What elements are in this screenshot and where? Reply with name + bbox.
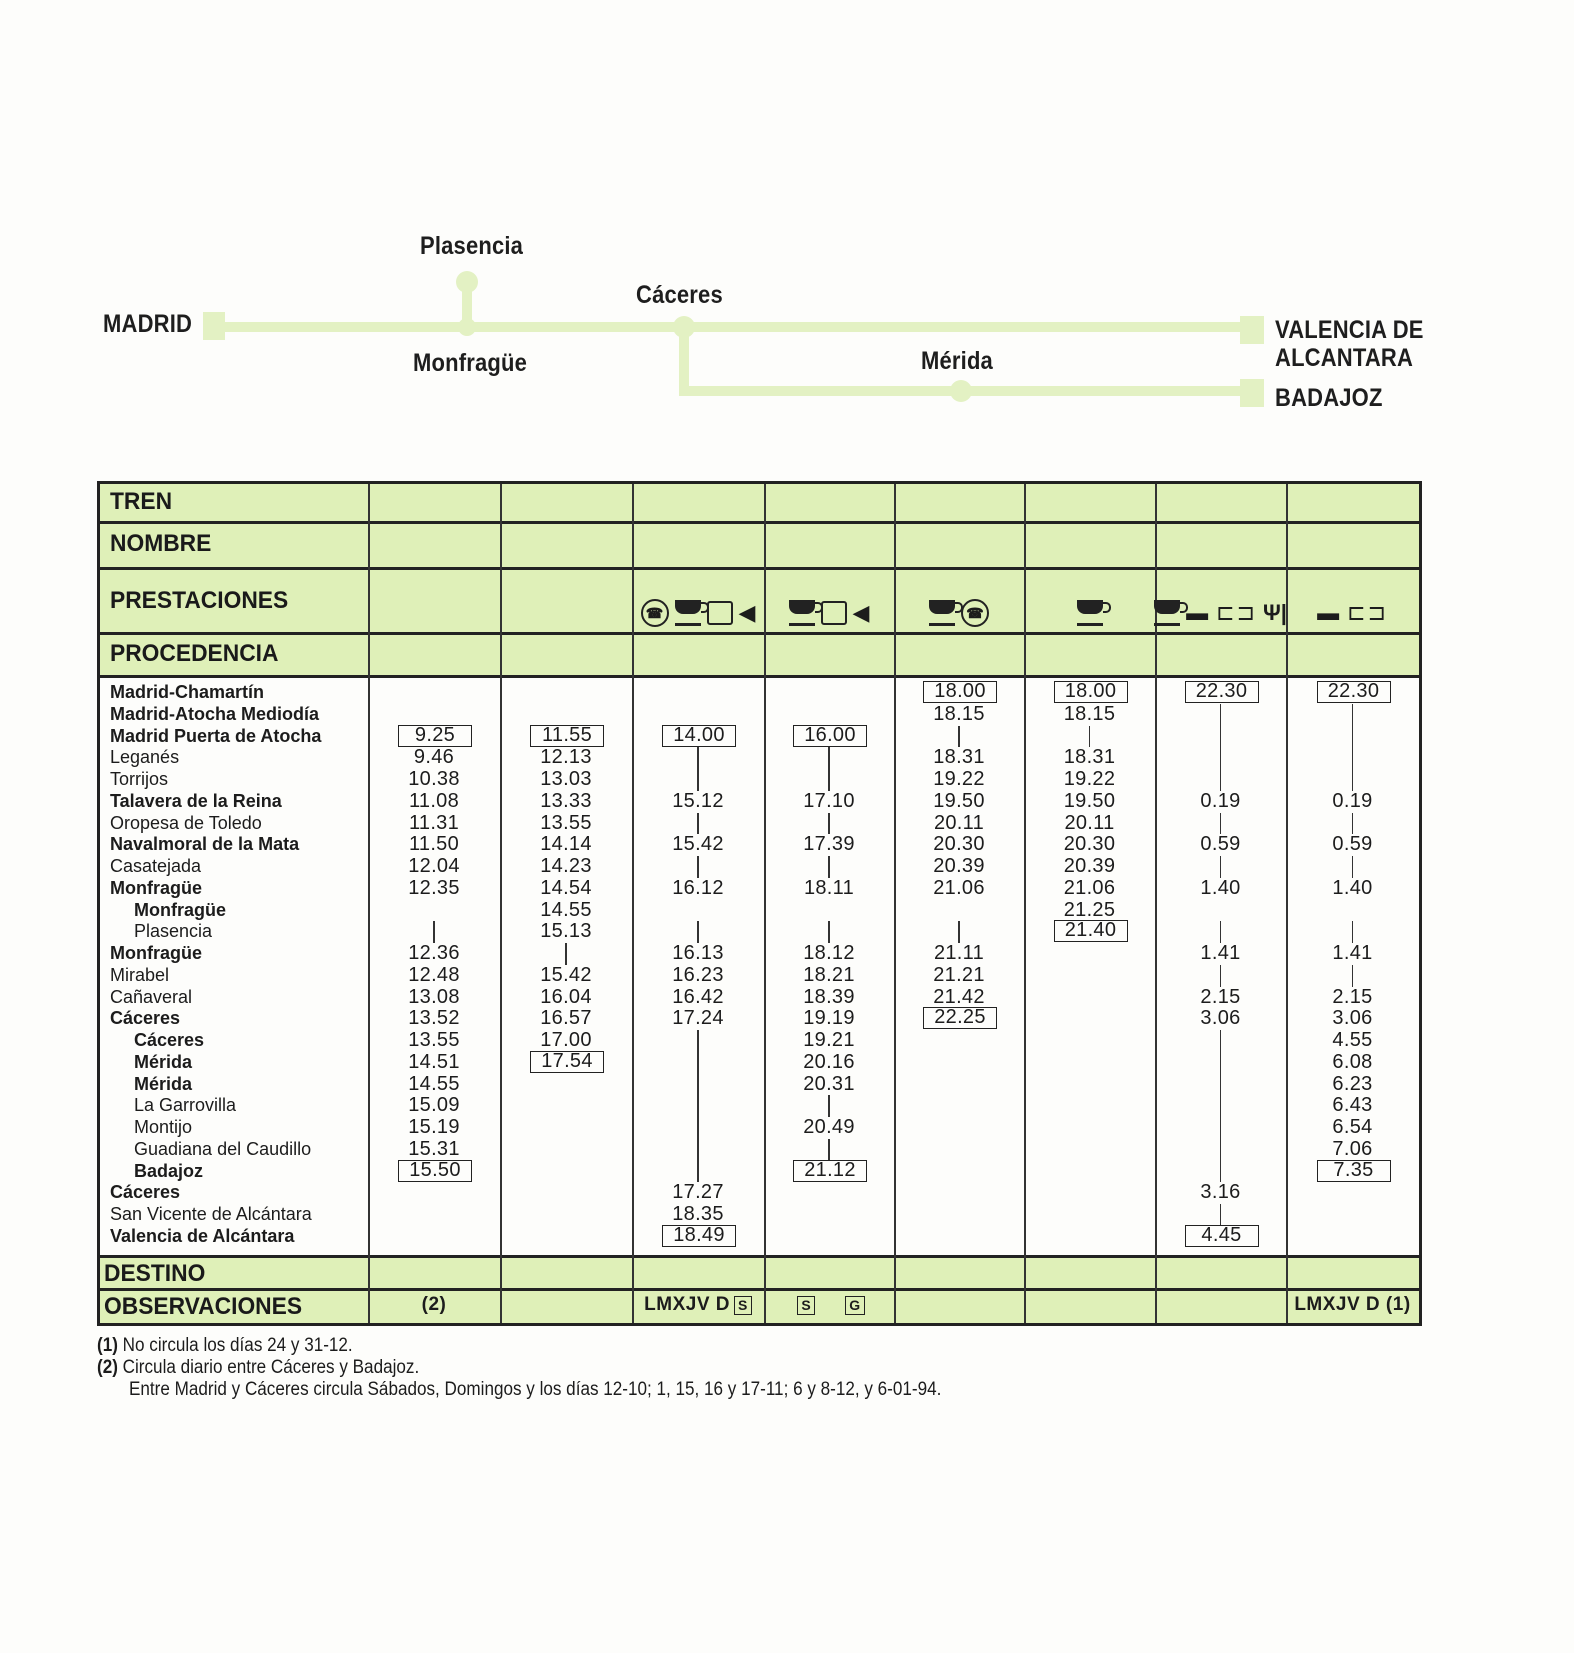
station-name: Plasencia <box>134 921 213 942</box>
time-cell: 19.50 <box>933 789 985 812</box>
time-cell: 1.41 <box>1332 942 1373 964</box>
station-name: Talavera de la Reina <box>110 790 282 811</box>
time-continuation <box>433 921 435 943</box>
station-name: Leganés <box>110 747 180 768</box>
footnote-2-mark: (2) <box>97 1357 118 1378</box>
time-cell: 16.04 <box>540 985 592 1008</box>
time-cell: 3.16 <box>1200 1181 1241 1204</box>
time-cell: 14.00 <box>662 725 736 747</box>
time-cell: 22.30 <box>1185 681 1259 703</box>
time-cell: 21.12 <box>793 1160 867 1182</box>
audio-icon: ◀ <box>738 600 756 625</box>
time-cell: 21.25 <box>1063 898 1116 921</box>
time-cell: 17.39 <box>803 833 855 856</box>
map-madrid: MADRID <box>103 310 193 338</box>
time-continuation <box>1352 813 1354 835</box>
time-continuation <box>697 1139 699 1161</box>
time-continuation <box>1220 1139 1222 1161</box>
time-cell: 21.40 <box>1054 920 1128 942</box>
obs-symbol-box: S <box>797 1296 815 1315</box>
station-name: Cáceres <box>110 1008 181 1029</box>
time-cell: 18.12 <box>803 942 855 964</box>
station-name: Cáceres <box>134 1030 205 1050</box>
time-cell: 18.21 <box>803 963 855 986</box>
time-continuation <box>828 1139 830 1161</box>
time-continuation <box>828 1095 830 1117</box>
time-cell: 14.14 <box>540 833 592 856</box>
time-cell: 13.03 <box>540 768 592 790</box>
time-cell: 21.21 <box>933 963 985 986</box>
time-continuation <box>1352 704 1354 726</box>
cafeteria-icon <box>789 600 815 626</box>
col-icons <box>1286 598 1419 628</box>
time-cell: 19.19 <box>803 1007 855 1030</box>
label-observaciones: OBSERVACIONES <box>104 1293 303 1320</box>
station-name: Monfragüe <box>110 877 202 898</box>
col-icons <box>1024 598 1155 628</box>
col-icons <box>632 598 764 628</box>
station-name: Madrid-Atocha Mediodía <box>110 703 320 724</box>
time-cell: 16.57 <box>540 1007 592 1030</box>
time-cell: 9.25 <box>398 725 472 747</box>
station-name: Navalmoral de la Mata <box>110 834 300 855</box>
time-cell: 6.43 <box>1332 1094 1373 1117</box>
time-cell: 0.19 <box>1200 789 1241 812</box>
time-cell: 12.36 <box>408 942 460 964</box>
time-cell: 11.08 <box>408 789 460 812</box>
time-cell: 0.19 <box>1332 789 1373 812</box>
station-name: Torrijos <box>110 769 169 789</box>
time-continuation <box>1220 704 1222 726</box>
station-name: Monfragüe <box>134 899 226 920</box>
time-cell: 1.40 <box>1200 876 1241 899</box>
time-cell: 20.11 <box>1064 811 1115 834</box>
station-name: Monfragüe <box>110 943 202 963</box>
obs-symbol-box: S <box>734 1296 752 1315</box>
restaurant-icon: Ψ| <box>1262 600 1287 625</box>
time-cell: 15.09 <box>408 1094 460 1117</box>
time-cell: 18.00 <box>923 681 997 703</box>
time-cell: 2.15 <box>1200 985 1241 1008</box>
time-cell: 0.59 <box>1200 833 1241 856</box>
plasencia-node <box>456 271 478 293</box>
time-continuation <box>1220 921 1222 943</box>
time-cell: 16.12 <box>672 876 724 899</box>
time-cell: 19.22 <box>933 768 985 790</box>
time-cell: 13.55 <box>408 1029 460 1051</box>
time-cell: 13.55 <box>540 811 592 834</box>
time-continuation <box>1220 726 1222 748</box>
time-continuation <box>828 769 830 791</box>
time-cell: 11.55 <box>530 725 604 747</box>
time-cell: 20.31 <box>803 1072 855 1095</box>
time-cell: 18.15 <box>1063 702 1116 725</box>
time-continuation <box>828 856 830 878</box>
obs-symbol-box: G <box>845 1296 864 1315</box>
label-procedencia: PROCEDENCIA <box>110 640 279 667</box>
time-cell: 4.45 <box>1185 1225 1259 1247</box>
time-continuation <box>697 747 699 769</box>
rule <box>100 567 1419 570</box>
label-prestaciones: PRESTACIONES <box>110 587 289 614</box>
time-continuation <box>1220 1204 1222 1226</box>
station-name: Oropesa de Toledo <box>110 812 262 833</box>
label-tren: TREN <box>110 488 173 515</box>
time-cell: 17.24 <box>672 1007 724 1030</box>
time-cell: 7.06 <box>1332 1137 1373 1160</box>
sleeper-icon: ⊏⊐ <box>1216 600 1257 625</box>
time-cell: 22.25 <box>923 1007 997 1029</box>
time-cell: 21.42 <box>933 985 985 1008</box>
time-cell: 12.13 <box>540 746 592 769</box>
time-cell: 15.50 <box>398 1160 472 1182</box>
footnote-2-detail: Entre Madrid y Cáceres circula Sábados, Domingos y los días 12-10; 1, 15, 16 y 17-11; 6 y 8-12, y 6-01-94. <box>129 1379 942 1400</box>
station-name: Mirabel <box>110 964 170 985</box>
time-cell: 18.39 <box>803 985 855 1008</box>
station-name: Madrid Puerta de Atocha <box>110 725 322 746</box>
time-cell: 16.00 <box>793 725 867 747</box>
time-continuation <box>697 1030 699 1052</box>
time-cell: 20.30 <box>1063 833 1116 856</box>
time-cell: 17.54 <box>530 1051 604 1073</box>
station-name: Mérida <box>134 1073 193 1094</box>
time-cell: 19.50 <box>1063 789 1116 812</box>
time-continuation <box>1220 813 1222 835</box>
audio-icon: ◀ <box>852 600 870 625</box>
col-observaciones <box>368 1294 500 1316</box>
time-continuation <box>1352 921 1354 943</box>
time-cell: 3.06 <box>1332 1007 1373 1030</box>
time-cell: 16.13 <box>672 942 724 964</box>
video-icon <box>707 601 733 625</box>
time-cell: 14.23 <box>540 855 592 877</box>
station-name: Madrid-Chamartín <box>110 682 265 702</box>
time-continuation <box>697 921 699 943</box>
footnote-1 <box>97 1335 353 1357</box>
time-cell: 16.23 <box>672 963 724 986</box>
map-valencia-2: ALCANTARA <box>1275 344 1414 372</box>
time-cell: 19.21 <box>803 1029 855 1051</box>
obs-text: (2) <box>421 1294 447 1315</box>
station-name: Montijo <box>134 1117 193 1137</box>
time-cell: 21.06 <box>933 876 985 899</box>
time-continuation <box>1352 856 1354 878</box>
time-continuation <box>1220 1052 1222 1074</box>
station-name: Casatejada <box>110 856 202 876</box>
time-cell: 17.27 <box>672 1181 724 1204</box>
footnote-2 <box>97 1357 419 1379</box>
time-cell: 18.31 <box>1063 746 1116 769</box>
route-map <box>0 0 1574 440</box>
time-continuation <box>1220 747 1222 769</box>
merida-node <box>950 380 972 402</box>
footnote-1-text: No circula los días 24 y 31-12. <box>122 1335 353 1356</box>
footnote-1-mark: (1) <box>97 1335 118 1356</box>
time-cell: 18.35 <box>672 1203 724 1225</box>
time-cell: 11.31 <box>408 811 460 834</box>
time-cell: 14.51 <box>408 1050 460 1073</box>
time-continuation <box>828 747 830 769</box>
time-continuation <box>1220 1095 1222 1117</box>
station-name: Badajoz <box>134 1160 204 1181</box>
time-continuation <box>958 921 960 943</box>
time-cell: 20.39 <box>933 855 985 877</box>
monfrague-node <box>458 318 476 336</box>
col-icons <box>894 598 1024 628</box>
time-cell: 2.15 <box>1332 985 1373 1008</box>
cafeteria-icon <box>929 600 955 626</box>
time-continuation <box>697 813 699 835</box>
station-name: Valencia de Alcántara <box>110 1225 295 1246</box>
time-cell: 18.31 <box>933 746 985 769</box>
phone-icon: ☎ <box>641 599 669 627</box>
time-cell: 12.48 <box>408 963 460 986</box>
time-cell: 20.30 <box>933 833 985 856</box>
time-cell: 7.35 <box>1317 1160 1391 1182</box>
time-continuation <box>565 943 567 965</box>
time-cell: 0.59 <box>1332 833 1373 856</box>
time-cell: 15.31 <box>408 1137 460 1160</box>
time-continuation <box>1220 1117 1222 1139</box>
route-lines <box>0 0 1574 440</box>
time-cell: 19.22 <box>1063 768 1116 790</box>
time-cell: 10.38 <box>408 768 460 790</box>
phone-icon: ☎ <box>961 599 989 627</box>
time-cell: 15.42 <box>540 963 592 986</box>
valencia-terminal <box>1240 316 1264 344</box>
time-continuation <box>1220 1074 1222 1096</box>
time-cell: 16.42 <box>672 985 724 1008</box>
time-cell: 12.04 <box>408 855 460 877</box>
time-cell: 17.00 <box>540 1029 592 1051</box>
label-destino: DESTINO <box>104 1260 206 1287</box>
time-cell: 3.06 <box>1200 1007 1241 1030</box>
time-cell: 6.23 <box>1332 1072 1373 1095</box>
time-cell: 18.11 <box>803 876 855 899</box>
time-continuation <box>1220 965 1222 987</box>
time-cell: 15.12 <box>672 789 724 812</box>
time-cell: 17.10 <box>803 789 855 812</box>
time-cell: 15.42 <box>672 833 724 856</box>
couchette-icon: ▬ <box>1317 600 1342 625</box>
time-continuation <box>1220 1161 1222 1183</box>
time-cell: 20.49 <box>803 1116 855 1138</box>
header-band <box>100 484 1419 678</box>
col-observaciones <box>632 1294 764 1316</box>
time-continuation <box>1220 856 1222 878</box>
time-cell: 12.35 <box>408 876 460 899</box>
map-merida: Mérida <box>921 347 993 375</box>
col-rule <box>368 484 370 1323</box>
time-continuation <box>697 856 699 878</box>
time-cell: 18.00 <box>1054 681 1128 703</box>
sleeper-icon: ⊏⊐ <box>1347 600 1388 625</box>
station-name: Cáceres <box>110 1182 181 1203</box>
time-continuation <box>697 1161 699 1183</box>
main-line <box>220 322 1248 332</box>
time-continuation <box>1220 1030 1222 1052</box>
time-cell: 20.11 <box>933 811 985 834</box>
map-caceres: Cáceres <box>636 281 723 309</box>
time-cell: 18.15 <box>933 702 985 725</box>
cafeteria-icon <box>675 600 701 626</box>
cafeteria-icon <box>1077 600 1103 626</box>
map-monfrague: Monfragüe <box>413 349 528 377</box>
map-plasencia: Plasencia <box>420 232 524 260</box>
time-continuation <box>1220 769 1222 791</box>
rule <box>100 675 1419 678</box>
time-cell: 11.50 <box>408 833 460 856</box>
time-cell: 15.13 <box>540 920 592 943</box>
map-badajoz: BADAJOZ <box>1275 384 1383 412</box>
time-cell: 14.54 <box>540 876 592 899</box>
time-cell: 6.54 <box>1332 1116 1373 1138</box>
time-cell: 13.33 <box>540 789 592 812</box>
rule <box>100 521 1419 524</box>
time-continuation <box>697 1052 699 1074</box>
time-cell: 14.55 <box>540 898 592 921</box>
badajoz-terminal <box>1240 379 1264 407</box>
time-continuation <box>697 1095 699 1117</box>
obs-text: LMXJV D (1) <box>1294 1294 1411 1315</box>
time-continuation <box>828 921 830 943</box>
couchette-icon: ▬ <box>1186 600 1211 625</box>
time-cell: 21.11 <box>933 942 985 964</box>
label-nombre: NOMBRE <box>110 530 212 557</box>
obs-text: LMXJV D <box>644 1294 730 1315</box>
station-name: Mérida <box>134 1051 193 1072</box>
time-continuation <box>697 1117 699 1139</box>
rule <box>100 1288 1419 1291</box>
time-continuation <box>1352 965 1354 987</box>
time-continuation <box>697 1074 699 1096</box>
time-cell: 20.39 <box>1063 855 1116 877</box>
col-icons <box>1155 598 1286 628</box>
timetable <box>97 481 1422 1326</box>
time-cell: 13.52 <box>408 1007 460 1030</box>
time-cell: 18.49 <box>662 1225 736 1247</box>
time-cell: 1.40 <box>1332 876 1373 899</box>
time-cell: 15.19 <box>408 1116 460 1138</box>
time-cell: 14.55 <box>408 1072 460 1095</box>
time-continuation <box>1352 747 1354 769</box>
time-cell: 9.46 <box>413 746 455 769</box>
time-cell: 21.06 <box>1063 876 1116 899</box>
map-valencia-1: VALENCIA DE <box>1275 316 1424 344</box>
time-cell: 6.08 <box>1332 1050 1373 1073</box>
badajoz-branch-vertical <box>679 327 689 395</box>
station-name: Guadiana del Caudillo <box>134 1138 312 1159</box>
col-observaciones <box>1286 1294 1419 1316</box>
col-rule <box>500 484 502 1323</box>
col-icons <box>764 598 894 628</box>
time-cell: 1.41 <box>1200 942 1241 964</box>
col-observaciones <box>764 1294 894 1316</box>
video-icon <box>821 601 847 625</box>
time-continuation <box>958 726 960 748</box>
time-cell: 4.55 <box>1332 1029 1373 1051</box>
time-cell: 22.30 <box>1317 681 1391 703</box>
rule <box>100 632 1419 635</box>
rule <box>100 1255 1419 1258</box>
station-name: San Vicente de Alcántara <box>110 1204 312 1224</box>
time-continuation <box>828 813 830 835</box>
time-continuation <box>697 769 699 791</box>
footnote-2-text: Circula diario entre Cáceres y Badajoz. <box>122 1357 420 1378</box>
station-name: Cañaveral <box>110 986 193 1007</box>
time-continuation <box>1089 726 1091 748</box>
time-cell: 20.16 <box>803 1050 855 1073</box>
cafeteria-icon <box>1154 600 1180 626</box>
time-continuation <box>1352 726 1354 748</box>
station-name: La Garrovilla <box>134 1095 237 1116</box>
time-cell: 13.08 <box>408 985 460 1008</box>
time-continuation <box>1352 769 1354 791</box>
